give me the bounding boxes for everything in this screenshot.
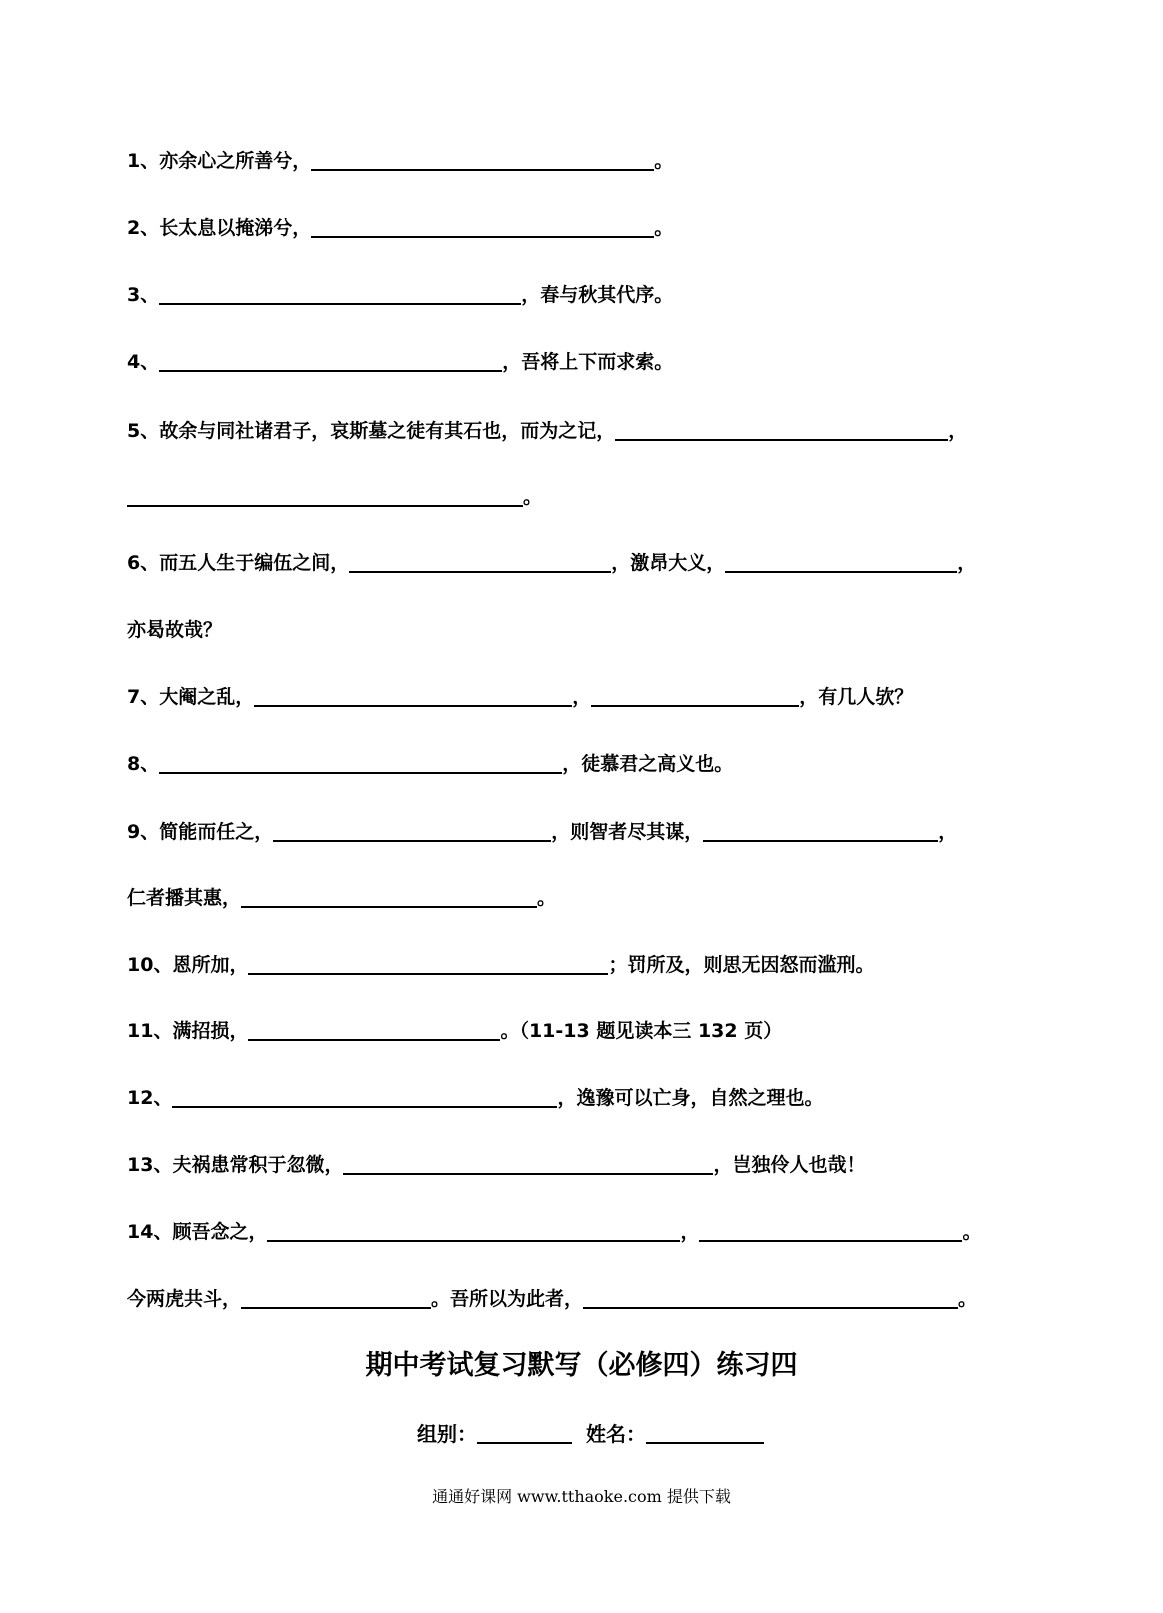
- footer-note: 通通好课网 www.tthaoke.com 提供下载: [432, 1487, 731, 1506]
- question-4: 4、 ，吾将上下而求索。: [127, 351, 674, 373]
- question-1: 1、亦余心之所善兮， 。: [127, 150, 674, 172]
- answer-blank[interactable]: [343, 1155, 713, 1175]
- question-3: 3、 ，春与秋其代序。: [127, 284, 674, 306]
- answer-blank[interactable]: [172, 1088, 557, 1108]
- answer-blank[interactable]: [267, 1222, 680, 1242]
- answer-blank[interactable]: [241, 888, 537, 908]
- answer-blank[interactable]: [699, 1222, 962, 1242]
- question-5: 5、故余与同社诸君子，哀斯墓之徒有其石也，而为之记， ，: [127, 420, 968, 442]
- answer-blank[interactable]: [159, 285, 521, 305]
- question-2: 2、长太息以掩涕兮， 。: [127, 217, 674, 239]
- answer-blank[interactable]: [591, 687, 799, 707]
- answer-blank[interactable]: [248, 1021, 500, 1041]
- question-9: 9、简能而任之， ，则智者尽其谋， ，: [127, 821, 958, 843]
- question-12: 12、 ，逸豫可以亡身，自然之理也。: [127, 1087, 824, 1109]
- question-5-continued: 。: [127, 484, 542, 510]
- answer-blank[interactable]: [615, 421, 948, 441]
- group-field[interactable]: [477, 1424, 572, 1444]
- question-14-continued: 今两虎共斗， 。吾所以为此者， 。: [127, 1288, 978, 1310]
- answer-blank[interactable]: [159, 754, 562, 774]
- answer-blank[interactable]: [127, 487, 523, 507]
- question-7: 7、大阉之乱， ， ，有几人欤？: [127, 686, 914, 708]
- question-14: 14、顾吾念之， ， 。: [127, 1221, 982, 1243]
- question-10: 10、恩所加， ；罚所及，则思无因怒而滥刑。: [127, 954, 875, 976]
- worksheet-title: 期中考试复习默写（必修四）练习四: [365, 1350, 798, 1381]
- group-label: 组别：: [417, 1422, 477, 1446]
- answer-blank[interactable]: [311, 151, 654, 171]
- answer-blank[interactable]: [311, 218, 654, 238]
- answer-blank[interactable]: [273, 822, 551, 842]
- question-8: 8、 ，徒慕君之高义也。: [127, 753, 734, 775]
- answer-blank[interactable]: [703, 822, 938, 842]
- answer-blank[interactable]: [159, 352, 502, 372]
- question-6: 6、而五人生于编伍之间， ，激昂大义， ，: [127, 552, 977, 574]
- question-11: 11、满招损， 。（11-13 题见读本三 132 页）: [127, 1020, 783, 1042]
- answer-blank[interactable]: [583, 1289, 958, 1309]
- answer-blank[interactable]: [241, 1289, 431, 1309]
- name-label: 姓名：: [586, 1422, 646, 1446]
- name-field[interactable]: [646, 1424, 764, 1444]
- answer-blank[interactable]: [349, 553, 611, 573]
- question-13: 13、夫祸患常积于忽微， ，岂独伶人也哉！: [127, 1154, 866, 1176]
- answer-blank[interactable]: [254, 687, 572, 707]
- question-6-continued: 亦曷故哉？: [127, 619, 223, 641]
- answer-blank[interactable]: [725, 553, 957, 573]
- student-info: [417, 1418, 764, 1447]
- answer-blank[interactable]: [248, 955, 608, 975]
- question-9-continued: 仁者播其惠， 。: [127, 887, 557, 909]
